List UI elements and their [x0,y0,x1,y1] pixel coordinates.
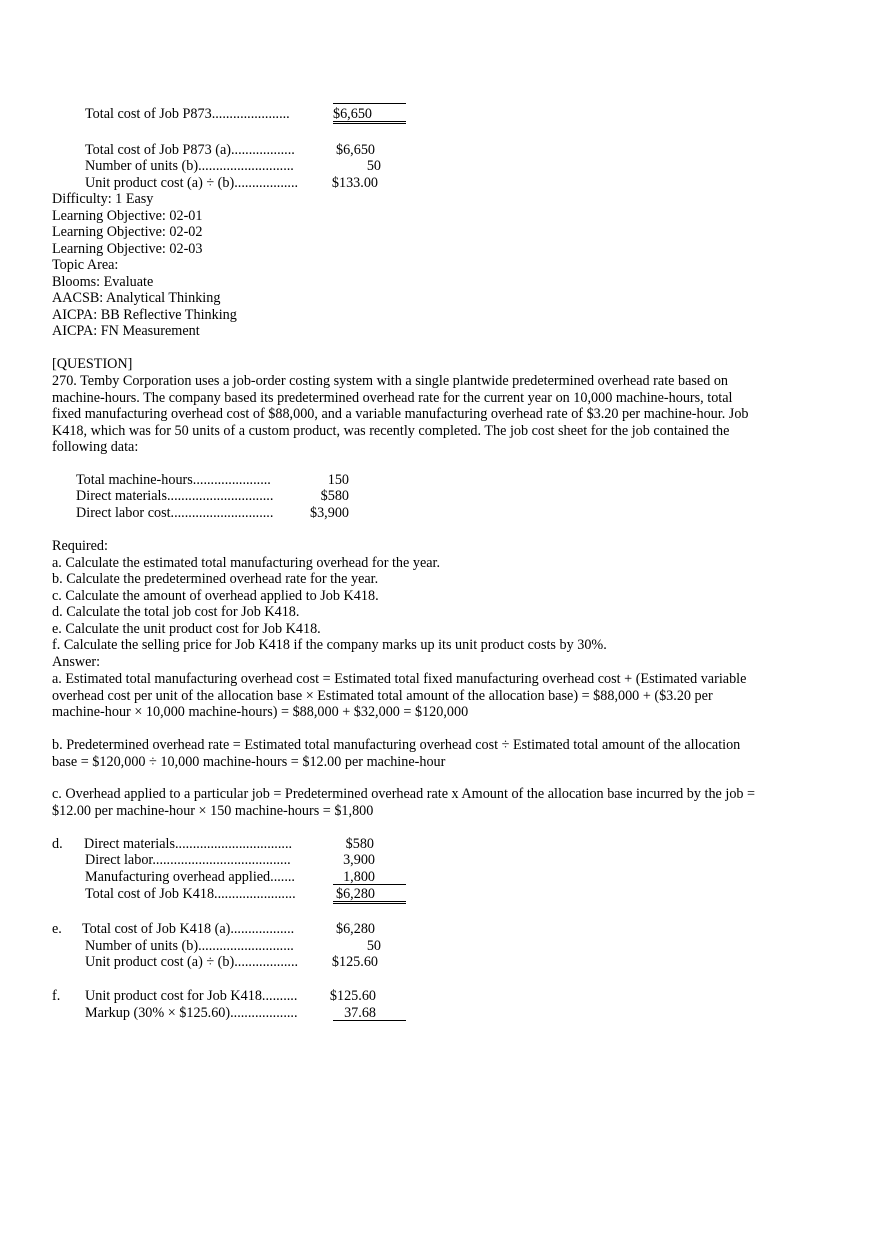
prev-unit-row-label: Unit product cost (a) ÷ (b).................. [85,175,299,191]
f-row-label: Unit product cost for Job K418.......... [85,988,298,1004]
e-row-value: $125.60 [331,954,378,970]
requirement-item: d. Calculate the total job cost for Job K418. [52,604,300,620]
data-row-label: Direct labor cost............................. [76,505,274,521]
prev-unit-row-label: Total cost of Job P873 (a).................. [85,142,295,158]
data-row-value: 150 [327,472,349,488]
d-row-value: $6,280 [335,886,375,902]
requirement-item: f. Calculate the selling price for Job K418 if the company marks up its unit product costs by 30%. [52,637,607,653]
f-row-value: $125.60 [329,988,376,1004]
requirement-item: b. Calculate the predetermined overhead rate for the year. [52,571,379,587]
meta-line: Learning Objective: 02-01 [52,208,203,224]
d-underline [333,884,406,885]
prev-unit-row-label: Number of units (b)........................... [85,158,294,174]
d-row-label: Manufacturing overhead applied....... [85,869,295,885]
top-underline [333,103,406,104]
data-row-label: Total machine-hours...................... [76,472,271,488]
meta-line: AACSB: Analytical Thinking [52,290,221,306]
prev-total-double-underline [333,121,406,124]
meta-line: AICPA: BB Reflective Thinking [52,307,237,323]
f-row-value: 37.68 [344,1005,376,1021]
e-row-label: Unit product cost (a) ÷ (b).................. [85,954,299,970]
data-row-value: $580 [320,488,349,504]
d-row-value: 1,800 [343,869,375,885]
meta-line: Topic Area: [52,257,119,273]
d-row-value: $580 [345,836,374,852]
answer-d-marker: d. [52,836,63,852]
d-row-label: Direct labor....................................... [85,852,291,868]
d-row-label: Total cost of Job K418....................... [85,886,296,902]
f-underline [333,1020,406,1021]
answer-b: b. Predetermined overhead rate = Estimated total manufacturing overhead cost ÷ Estimated total amount of the allocation base = $120,000 ÷ 10,000 machine-hours = $12.00 per machine-hour [52,737,741,770]
d-row-label: Direct materials................................. [84,836,293,852]
question-text: 270. Temby Corporation uses a job-order costing system with a single plantwide predetermined overhead rate based on machine-hours. The company based its predetermined overhead rate for the current year on 10,000 machine-hours, total fixed manufacturing overhead cost of $88,000, and a variable manufacturing overhead rate of $3.20 per machine-hour. Job K418, which was for 50 units of a custom product, was recently completed. The job cost sheet for the job contained the following data: [52,373,749,456]
data-row-label: Direct materials.............................. [76,488,274,504]
e-row-value: 50 [366,938,381,954]
f-row-label: Markup (30% × $125.60)................... [85,1005,298,1021]
requirement-item: c. Calculate the amount of overhead applied to Job K418. [52,588,379,604]
meta-line: Blooms: Evaluate [52,274,154,290]
answer-f-marker: f. [52,988,61,1004]
e-row-value: $6,280 [335,921,375,937]
prev-unit-row-value: $6,650 [335,142,375,158]
e-row-label: Number of units (b)........................... [85,938,294,954]
prev-unit-row-value: 50 [366,158,381,174]
answer-c: c. Overhead applied to a particular job = Predetermined overhead rate x Amount of the allocation base incurred by the job = $12.00 per machine-hour × 150 machine-hours = $1,800 [52,786,756,819]
answer-label: Answer: [52,654,101,670]
prev-total-cost-label: Total cost of Job P873...................... [85,106,290,122]
prev-total-cost-value: $6,650 [332,106,372,122]
answer-e-marker: e. [52,921,62,937]
required-label: Required: [52,538,108,554]
d-double-underline [333,901,406,904]
requirement-item: e. Calculate the unit product cost for Job K418. [52,621,321,637]
question-tag: [QUESTION] [52,356,133,372]
data-row-value: $3,900 [309,505,349,521]
e-row-label: Total cost of Job K418 (a).................. [82,921,295,937]
meta-line: Learning Objective: 02-03 [52,241,203,257]
meta-line: Difficulty: 1 Easy [52,191,154,207]
prev-unit-row-value: $133.00 [331,175,378,191]
meta-line: Learning Objective: 02-02 [52,224,203,240]
meta-line: AICPA: FN Measurement [52,323,200,339]
answer-a: a. Estimated total manufacturing overhead cost = Estimated total fixed manufacturing overhead cost + (Estimated variable overhead cost per unit of the allocation base × Estimated total amount of the allocation base) = $88,000 + ($3.20 per machine-hour × 10,000 machine-hours) = $88,000 + $32,000 = $120,000 [52,671,747,721]
d-row-value: 3,900 [343,852,375,868]
requirement-item: a. Calculate the estimated total manufacturing overhead for the year. [52,555,441,571]
